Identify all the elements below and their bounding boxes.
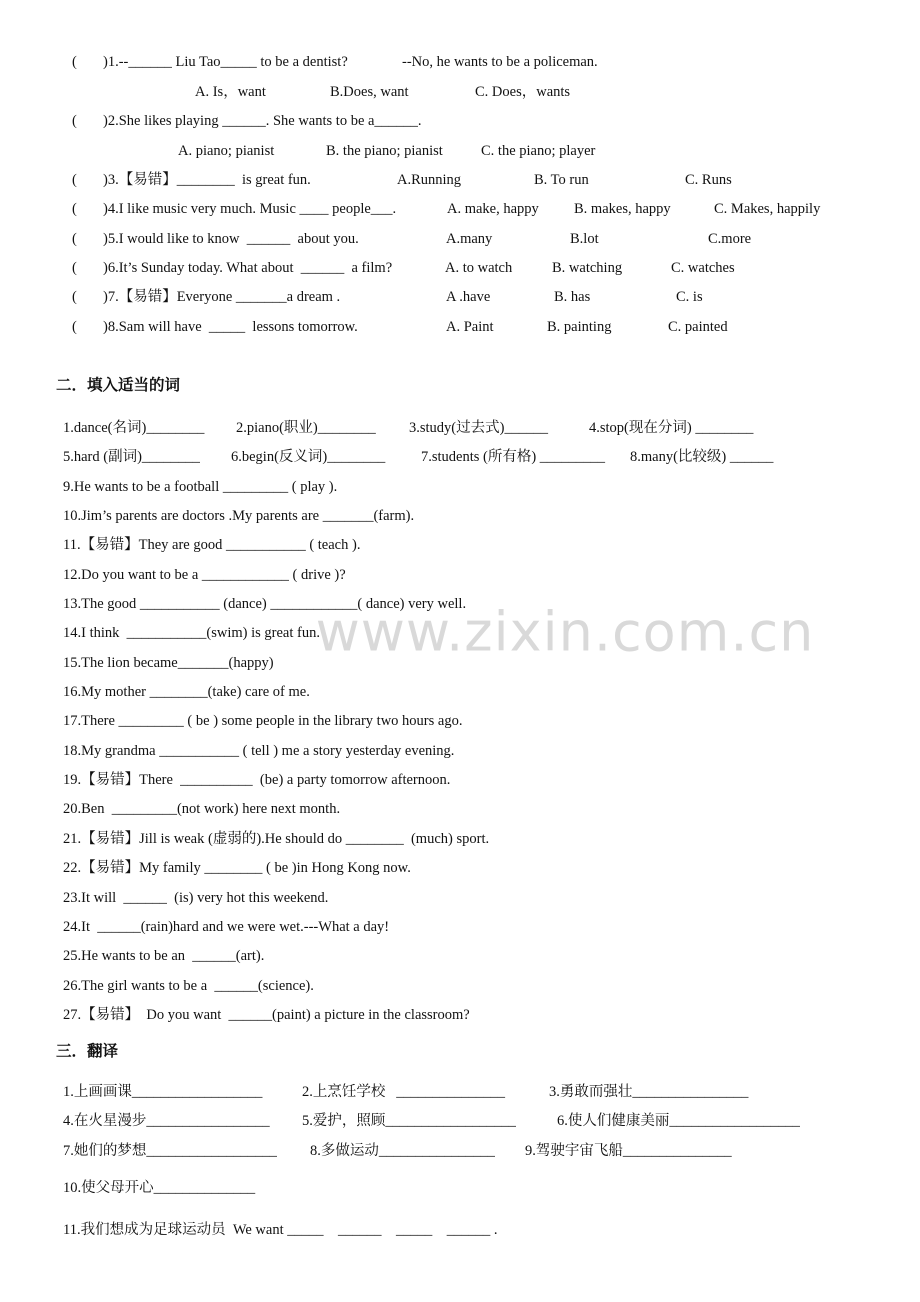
translation-item[interactable]: 9.驾驶宇宙飞船_______________ <box>525 1143 732 1159</box>
fill-item[interactable]: 8.many(比较级) ______ <box>630 449 774 465</box>
question-reply: --No, he wants to be a policeman. <box>402 54 598 70</box>
option-c: C. watches <box>671 260 735 276</box>
translation-item[interactable]: 2.上烹饪学校 _______________ <box>302 1084 505 1100</box>
translation-item[interactable]: 11.我们想成为足球运动员 We want _____ ______ _____ ______ . <box>63 1222 498 1238</box>
answer-paren[interactable]: ( <box>72 231 77 247</box>
translation-item[interactable]: 6.使人们健康美丽__________________ <box>557 1113 800 1129</box>
fill-sentence[interactable]: 9.He wants to be a football _________ ( play ). <box>63 479 338 495</box>
fill-sentence[interactable]: 10.Jim’s parents are doctors .My parents are _______(farm). <box>63 508 415 524</box>
translation-item[interactable]: 4.在火星漫步_________________ <box>63 1113 270 1129</box>
fill-sentence[interactable]: 15.The lion became_______(happy) <box>63 655 274 671</box>
fill-item[interactable]: 4.stop(现在分词) ________ <box>589 420 754 436</box>
translation-item[interactable]: 10.使父母开心______________ <box>63 1180 256 1196</box>
option-c: C. Does，wants <box>475 84 571 100</box>
section-heading-fill-in: 二．填入适当的词 <box>56 376 181 394</box>
translation-item[interactable]: 3.勇敢而强壮________________ <box>549 1084 749 1100</box>
translation-item[interactable]: 5.爱护，照顾__________________ <box>302 1113 516 1129</box>
fill-sentence[interactable]: 25.He wants to be an ______(art). <box>63 948 265 964</box>
question-stem: )8.Sam will have _____ lessons tomorrow. <box>103 319 358 335</box>
option-b: B. watching <box>552 260 623 276</box>
fill-sentence[interactable]: 21.【易错】Jill is weak (虚弱的).He should do ________ (much) sport. <box>63 831 490 847</box>
fill-sentence[interactable]: 11.【易错】They are good ___________ ( teach ). <box>63 537 361 553</box>
question-stem: )5.I would like to know ______ about you. <box>103 231 359 247</box>
answer-paren[interactable]: ( <box>72 172 77 188</box>
option-a: A .have <box>446 289 491 305</box>
option-b: B.lot <box>570 231 599 247</box>
option-a: A. Is，want <box>195 84 266 100</box>
answer-paren[interactable]: ( <box>72 319 77 335</box>
question-stem: )7.【易错】Everyone _______a dream . <box>103 289 341 305</box>
option-c: C. the piano; player <box>481 143 596 159</box>
option-a: A. Paint <box>446 319 494 335</box>
option-c: C. painted <box>668 319 728 335</box>
option-a: A.many <box>446 231 493 247</box>
answer-paren[interactable]: ( <box>72 260 77 276</box>
question-stem: )4.I like music very much. Music ____ people___. <box>103 201 397 217</box>
option-a: A. make, happy <box>447 201 539 217</box>
fill-sentence[interactable]: 17.There _________ ( be ) some people in the library two hours ago. <box>63 713 463 729</box>
fill-sentence[interactable]: 16.My mother ________(take) care of me. <box>63 684 310 700</box>
fill-sentence[interactable]: 26.The girl wants to be a ______(science). <box>63 978 314 994</box>
fill-sentence[interactable]: 22.【易错】My family ________ ( be )in Hong Kong now. <box>63 860 411 876</box>
option-c: C. is <box>676 289 703 305</box>
fill-sentence[interactable]: 13.The good ___________ (dance) ____________( dance) very well. <box>63 596 467 612</box>
answer-paren[interactable]: ( <box>72 113 77 129</box>
fill-sentence[interactable]: 12.Do you want to be a ____________ ( drive )? <box>63 567 346 583</box>
question-stem: )1.--______ Liu Tao_____ to be a dentist? <box>103 54 348 70</box>
fill-sentence[interactable]: 20.Ben _________(not work) here next month. <box>63 801 341 817</box>
fill-sentence[interactable]: 27.【易错】 Do you want ______(paint) a picture in the classroom? <box>63 1007 470 1023</box>
fill-sentence[interactable]: 23.It will ______ (is) very hot this weekend. <box>63 890 329 906</box>
option-a: A. piano; pianist <box>178 143 275 159</box>
question-stem: )6.It’s Sunday today. What about ______ a film? <box>103 260 393 276</box>
fill-item[interactable]: 3.study(过去式)______ <box>409 420 548 436</box>
option-a: A. to watch <box>445 260 513 276</box>
answer-paren[interactable]: ( <box>72 54 77 70</box>
option-b: B. has <box>554 289 591 305</box>
fill-sentence[interactable]: 19.【易错】There __________ (be) a party tomorrow afternoon. <box>63 772 451 788</box>
translation-item[interactable]: 8.多做运动________________ <box>310 1143 495 1159</box>
fill-item[interactable]: 7.students (所有格) _________ <box>421 449 606 465</box>
fill-item[interactable]: 1.dance(名词)________ <box>63 420 205 436</box>
option-b: B. makes, happy <box>574 201 671 217</box>
fill-sentence[interactable]: 14.I think ___________(swim) is great fun. <box>63 625 320 641</box>
fill-item[interactable]: 6.begin(反义词)________ <box>231 449 386 465</box>
option-b: B. the piano; pianist <box>326 143 443 159</box>
fill-item[interactable]: 2.piano(职业)________ <box>236 420 376 436</box>
translation-item[interactable]: 7.她们的梦想__________________ <box>63 1143 277 1159</box>
option-b: B. painting <box>547 319 612 335</box>
question-stem: )3.【易错】________ is great fun. <box>103 172 311 188</box>
option-a: A.Running <box>397 172 462 188</box>
section-heading-translation: 三．翻译 <box>56 1042 119 1060</box>
option-c: C. Runs <box>685 172 732 188</box>
question-stem: )2.She likes playing ______. She wants to be a______. <box>103 113 422 129</box>
option-c: C.more <box>708 231 752 247</box>
answer-paren[interactable]: ( <box>72 289 77 305</box>
fill-item[interactable]: 5.hard (副词)________ <box>63 449 200 465</box>
answer-paren[interactable]: ( <box>72 201 77 217</box>
fill-sentence[interactable]: 24.It ______(rain)hard and we were wet.---What a day! <box>63 919 390 935</box>
option-b: B. To run <box>534 172 589 188</box>
option-c: C. Makes, happily <box>714 201 821 217</box>
translation-item[interactable]: 1.上画画课__________________ <box>63 1084 263 1100</box>
fill-sentence[interactable]: 18.My grandma ___________ ( tell ) me a story yesterday evening. <box>63 743 455 759</box>
watermark: www.zixin.com.cn <box>315 600 815 664</box>
option-b: B.Does, want <box>330 84 409 100</box>
